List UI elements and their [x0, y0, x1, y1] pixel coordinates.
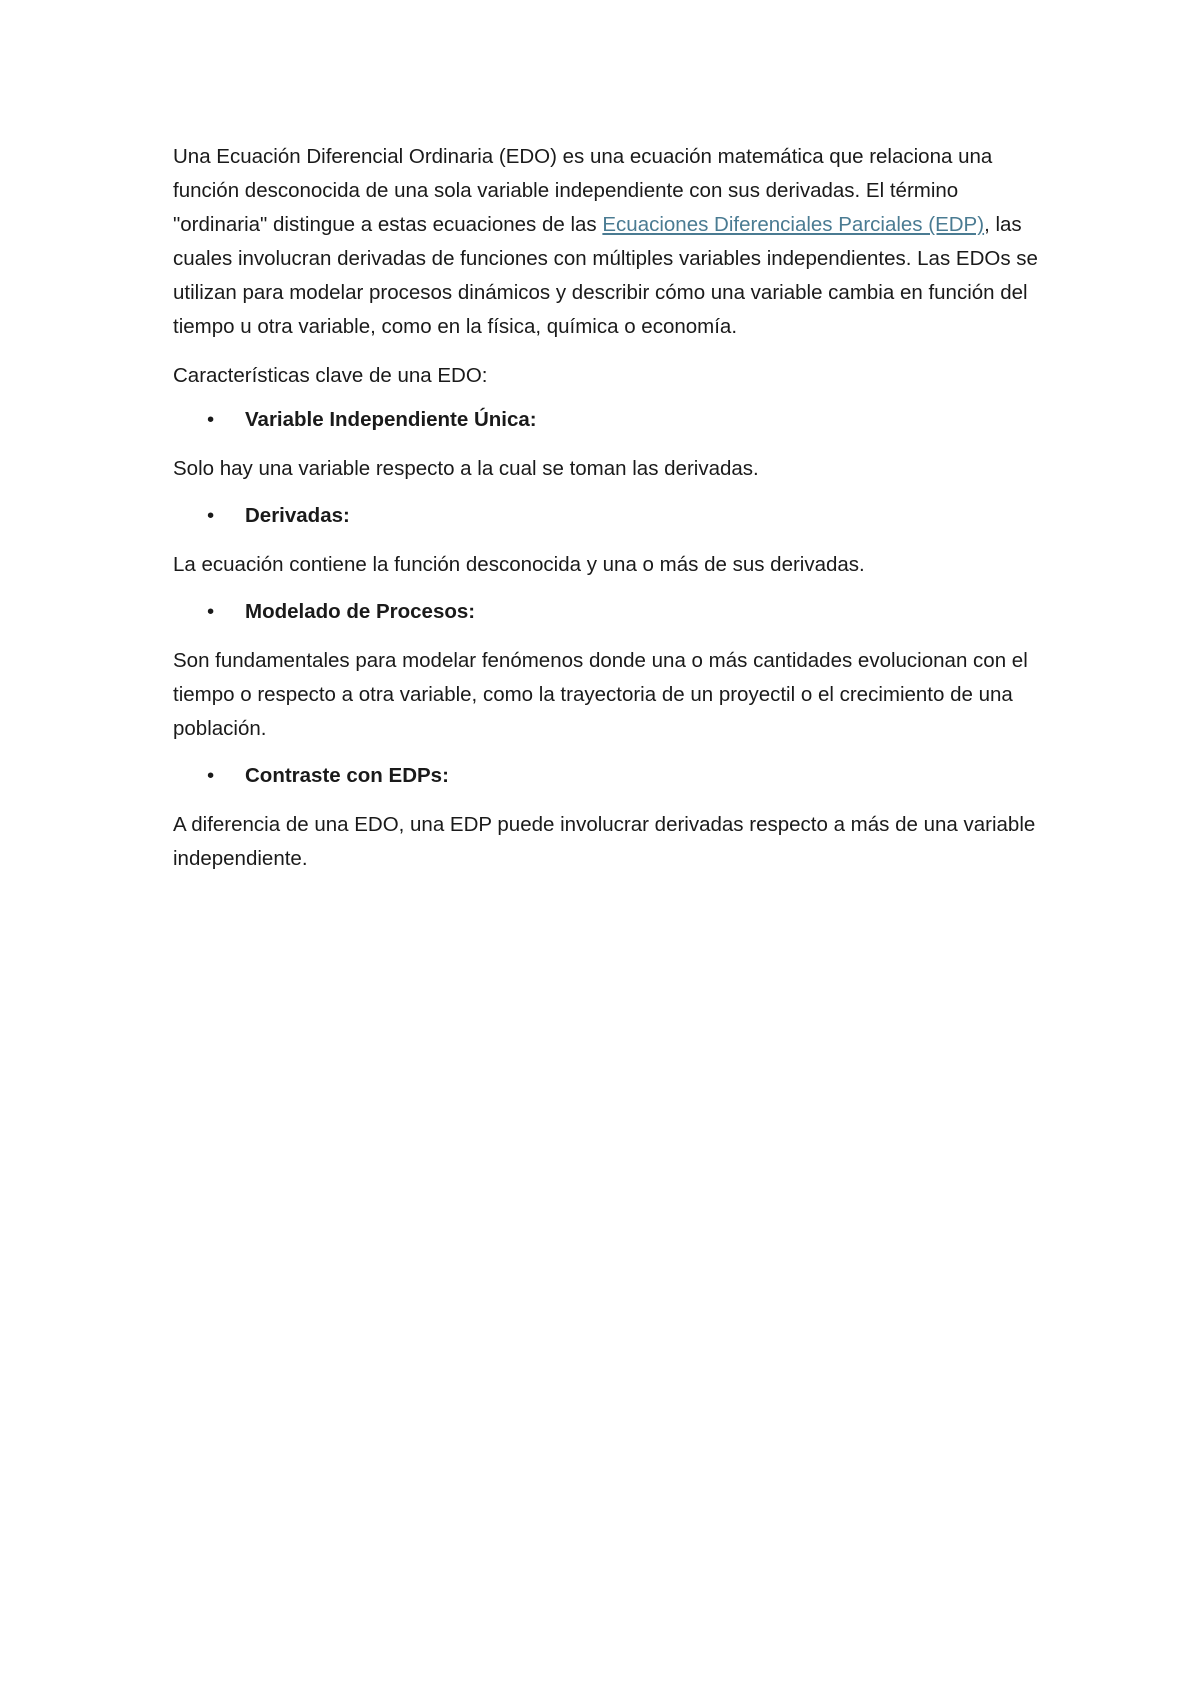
bullet-heading: Derivadas: — [245, 504, 350, 527]
bullet-item-modelado — [173, 595, 1043, 629]
bullet-item-contraste — [173, 759, 1043, 793]
bullet-icon: • — [207, 504, 215, 527]
bullet-description: Son fundamentales para modelar fenómenos donde una o más cantidades evolucionan con el tiempo o respecto a otra variable, como la trayectoria de un proyectil o el crecimiento de una población. — [173, 649, 1028, 740]
intro-text-after-link: , las cuales involucran derivadas de funciones con múltiples variables independientes. Las EDOs se utilizan para modelar procesos dinámicos y describir cómo una variable cambia en función del tiempo u otra variable, como en la física, química o economía. — [173, 213, 1038, 338]
bullet-heading: Contraste con EDPs: — [245, 764, 449, 787]
key-features-lead: Características clave de una EDO: — [173, 364, 488, 387]
bullet-icon: • — [207, 408, 215, 431]
intro-text-before-link: Una Ecuación Diferencial Ordinaria (EDO) es una ecuación matemática que relaciona una función desconocida de una sola variable independiente con sus derivadas. El término "ordinaria" distingue a estas ecuaciones de las — [173, 145, 993, 236]
bullet-heading: Variable Independiente Única: — [245, 408, 537, 431]
bullet-description: Solo hay una variable respecto a la cual se toman las derivadas. — [173, 457, 759, 480]
document-page — [173, 140, 1043, 889]
bullet-heading: Modelado de Procesos: — [245, 600, 476, 623]
bullet-icon: • — [207, 764, 215, 787]
intro-paragraph — [173, 140, 1043, 344]
edp-link[interactable]: Ecuaciones Diferenciales Parciales (EDP) — [602, 213, 985, 236]
bullet-item-variable-independiente — [173, 403, 1043, 437]
bullet-item-derivadas — [173, 499, 1043, 533]
bullet-icon: • — [207, 600, 215, 623]
bullet-description: A diferencia de una EDO, una EDP puede involucrar derivadas respecto a más de una variable independiente. — [173, 813, 1036, 870]
bullet-description: La ecuación contiene la función desconocida y una o más de sus derivadas. — [173, 553, 865, 576]
